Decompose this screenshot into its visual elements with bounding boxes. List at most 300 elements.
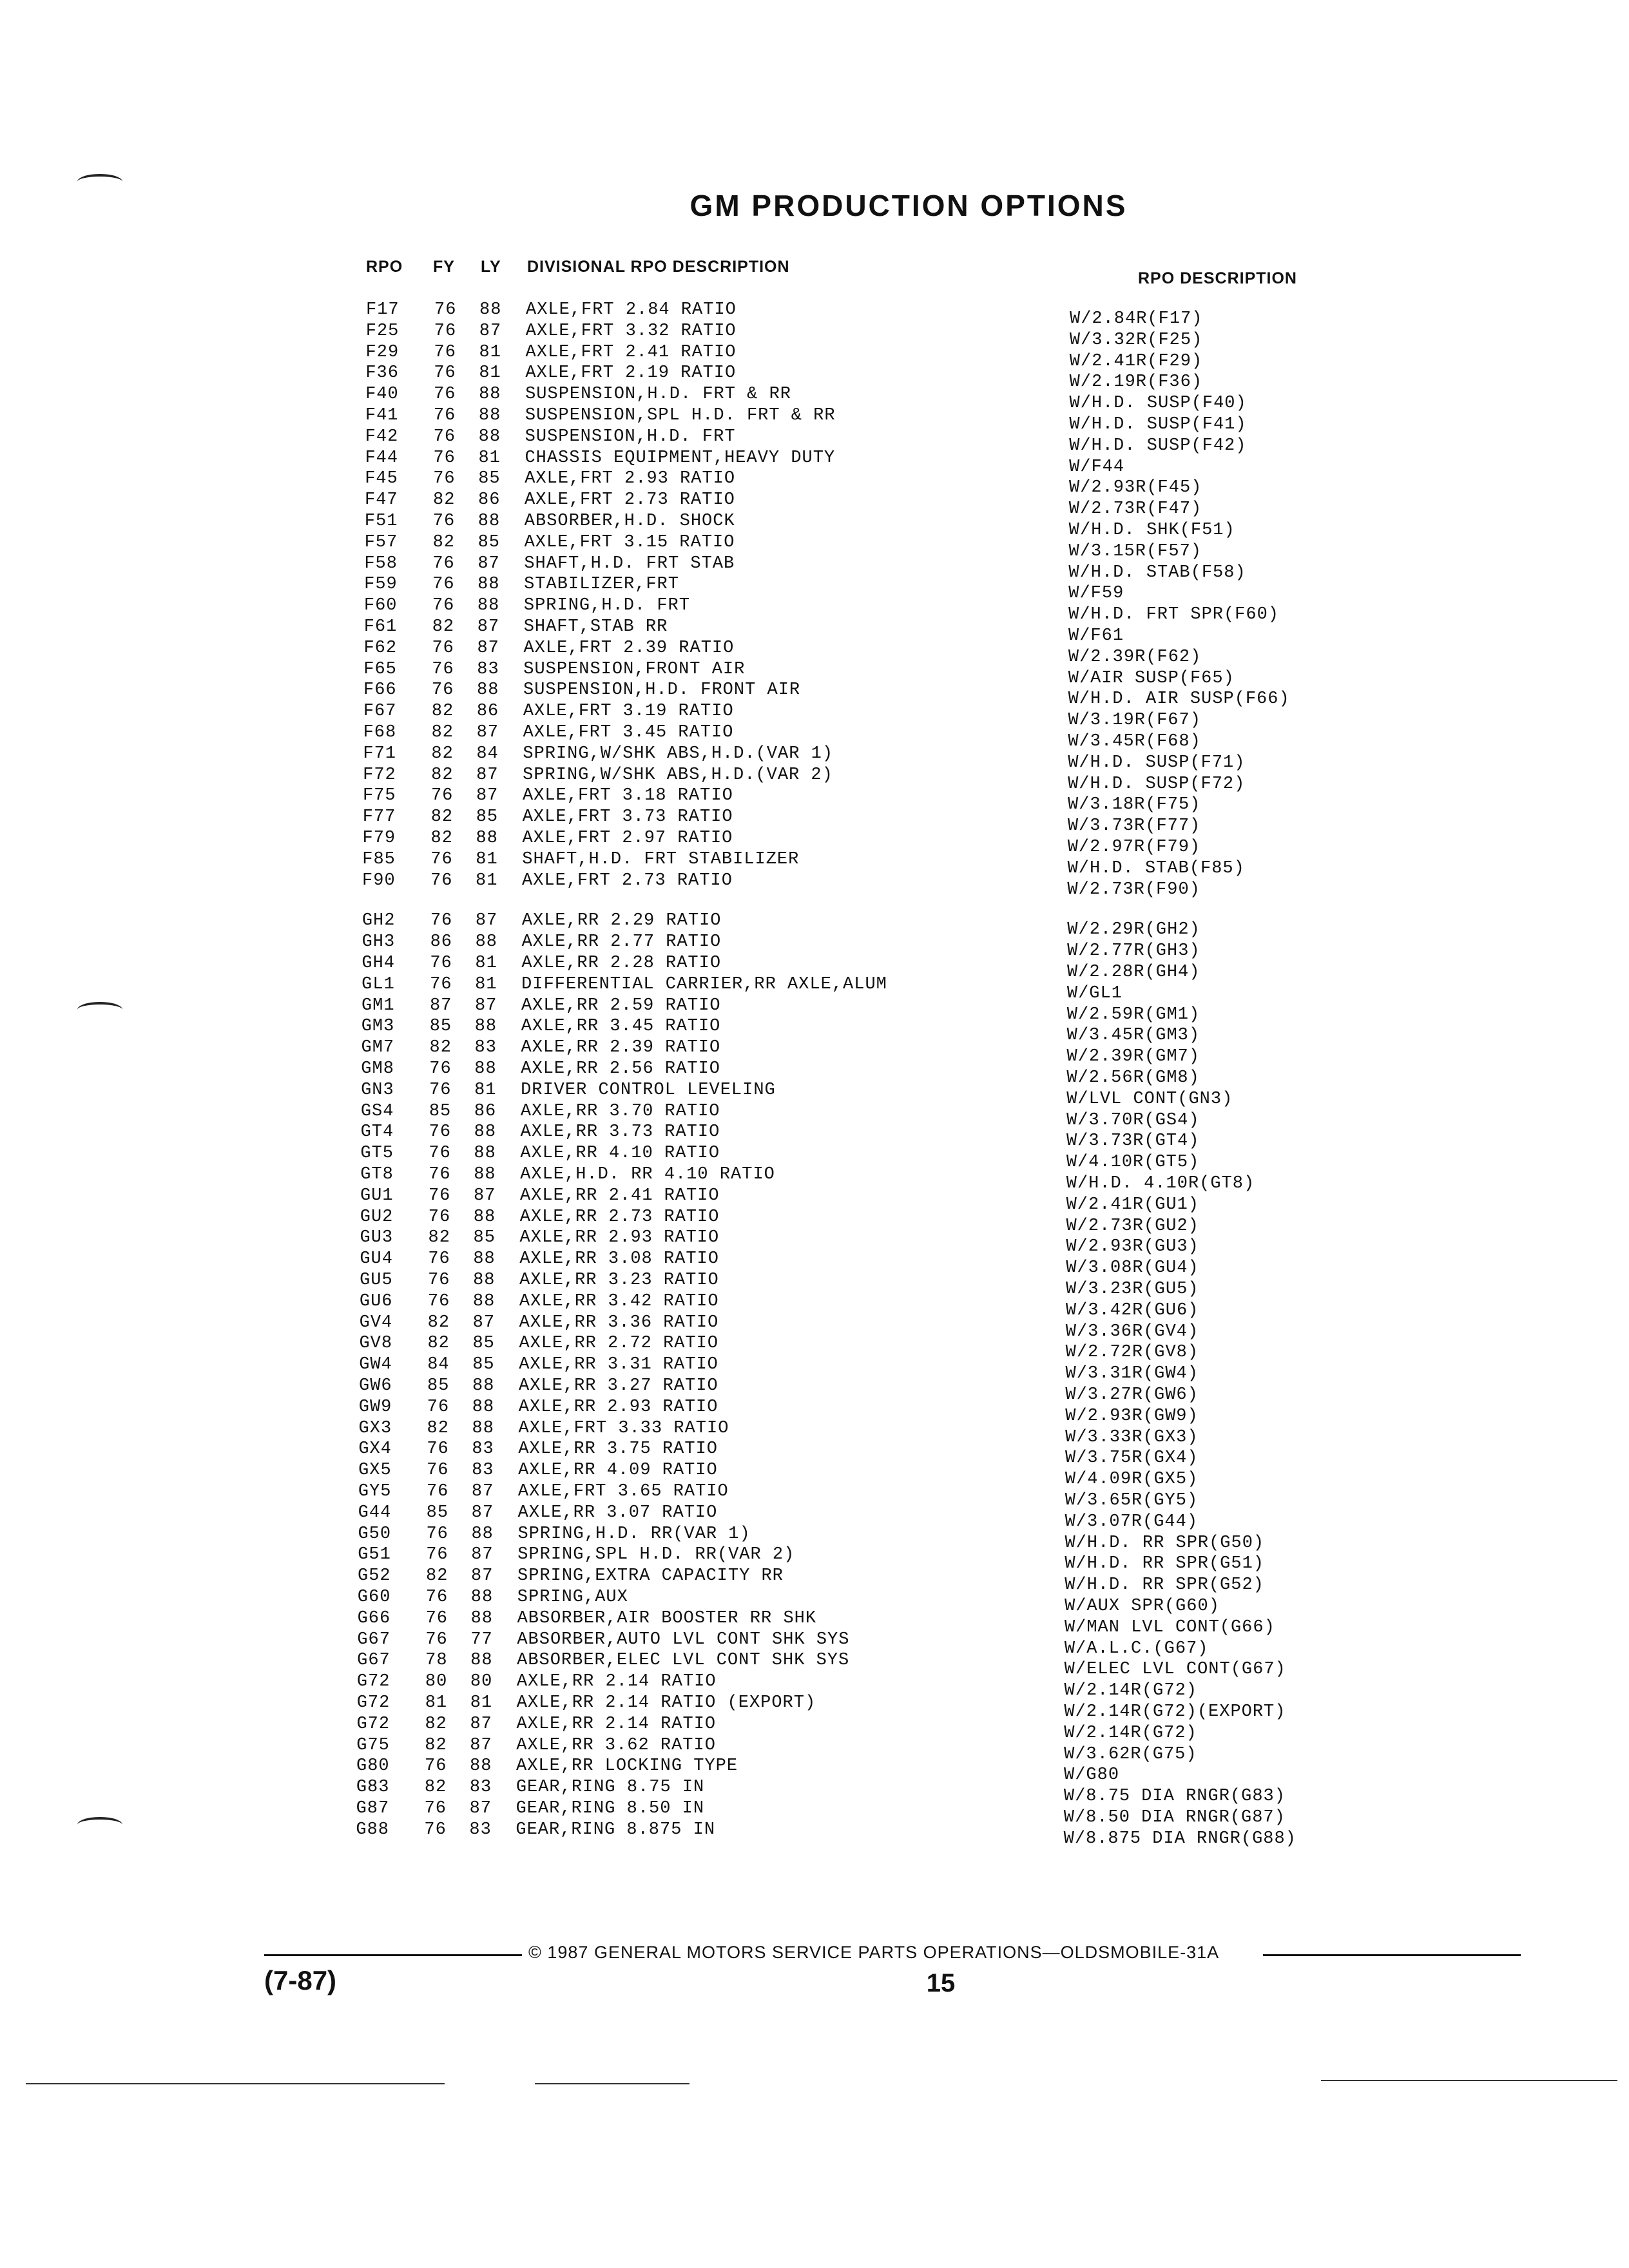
- rpo-code: GS4: [360, 1101, 394, 1121]
- first-year: 76: [428, 1207, 451, 1227]
- first-year: 76: [432, 680, 454, 700]
- rpo-description: W/3.32R(F25): [1069, 330, 1203, 350]
- table-row: [0, 1672, 1629, 1701]
- first-year: 76: [429, 1059, 452, 1079]
- rpo-description: W/H.D. 4.10R(GT8): [1066, 1174, 1255, 1193]
- table-row: [0, 1608, 1629, 1637]
- rpo-description: W/ELEC LVL CONT(G67): [1064, 1660, 1286, 1680]
- rpo-code: GW6: [359, 1376, 392, 1396]
- table-row: [0, 1122, 1629, 1151]
- rpo-description: W/MAN LVL CONT(G66): [1064, 1617, 1275, 1637]
- rpo-description: W/2.73R(F47): [1068, 499, 1202, 519]
- divisional-description: SUSPENSION,SPL H.D. FRT & RR: [525, 406, 836, 425]
- rpo-description: W/H.D. SUSP(F42): [1069, 436, 1247, 456]
- header-fy: FY: [433, 258, 455, 276]
- divisional-description: GEAR,RING 8.875 IN: [516, 1820, 716, 1840]
- first-year: 76: [428, 1249, 450, 1269]
- rpo-code: F71: [363, 744, 396, 764]
- divisional-description: AXLE,FRT 2.41 RATIO: [525, 342, 737, 362]
- rpo-description: W/3.31R(GW4): [1065, 1364, 1199, 1384]
- rpo-code: GX5: [358, 1461, 392, 1481]
- divisional-description: STABILIZER,FRT: [524, 575, 679, 595]
- last-year: 88: [472, 1291, 496, 1311]
- last-year: 88: [472, 1397, 495, 1417]
- first-year: 76: [434, 385, 456, 405]
- last-year: 81: [476, 870, 498, 890]
- table-row: [0, 932, 1629, 961]
- rpo-description: W/2.14R(G72): [1064, 1681, 1197, 1701]
- rpo-code: GU4: [360, 1249, 393, 1269]
- first-year: 82: [428, 1228, 450, 1248]
- rpo-code: F75: [362, 786, 396, 806]
- first-year: 76: [427, 1439, 449, 1459]
- first-year: 82: [430, 807, 454, 827]
- rpo-code: F65: [363, 659, 397, 679]
- divisional-description: AXLE,FRT 2.97 RATIO: [522, 829, 733, 848]
- last-year: 86: [474, 1101, 497, 1121]
- first-year: 85: [426, 1503, 449, 1523]
- table-row: [0, 680, 1629, 709]
- rpo-code: GH4: [361, 954, 395, 973]
- rpo-code: G52: [358, 1566, 391, 1586]
- rpo-description: W/2.19R(F36): [1069, 372, 1203, 392]
- last-year: 85: [477, 532, 500, 552]
- table-row: [0, 1461, 1629, 1490]
- rpo-code: F40: [365, 385, 399, 405]
- divisional-description: ABSORBER,AIR BOOSTER RR SHK: [517, 1608, 817, 1628]
- divisional-description: AXLE,FRT 2.19 RATIO: [525, 363, 737, 383]
- table-row: [0, 1017, 1629, 1046]
- first-year: 76: [432, 575, 455, 595]
- first-year: 76: [427, 1291, 450, 1311]
- rpo-description: W/2.14R(G72)(EXPORT): [1064, 1702, 1286, 1722]
- table-row: [0, 321, 1629, 350]
- last-year: 77: [470, 1629, 493, 1649]
- rpo-code: F79: [362, 829, 396, 848]
- last-year: 83: [474, 1038, 497, 1058]
- last-year: 87: [473, 1186, 496, 1206]
- rpo-code: G75: [356, 1735, 390, 1755]
- last-year: 85: [472, 1334, 495, 1354]
- first-year: 81: [425, 1693, 448, 1713]
- table-row: [0, 1059, 1629, 1088]
- rpo-description: W/3.07R(G44): [1065, 1512, 1199, 1532]
- table-row: [0, 1228, 1629, 1257]
- rpo-description: W/2.72R(GV8): [1065, 1343, 1199, 1363]
- rpo-description: W/8.75 DIA RNGR(G83): [1063, 1787, 1286, 1807]
- rpo-description: W/3.36R(GV4): [1065, 1321, 1199, 1341]
- last-year: 81: [479, 342, 501, 362]
- last-year: 88: [478, 406, 501, 425]
- table-row: [0, 1651, 1629, 1680]
- rpo-code: GU2: [360, 1207, 394, 1227]
- first-year: 84: [427, 1355, 450, 1375]
- last-year: 88: [479, 385, 501, 405]
- table-row: [0, 870, 1629, 899]
- rpo-code: G83: [356, 1778, 390, 1798]
- rpo-code: GV4: [359, 1312, 393, 1332]
- table-row: [0, 448, 1629, 477]
- last-year: 88: [474, 1122, 497, 1142]
- rpo-code: GM8: [361, 1059, 394, 1079]
- table-row: [0, 406, 1629, 434]
- footer-copyright: © 1987 GENERAL MOTORS SERVICE PARTS OPERATIONS—OLDSMOBILE-31A: [528, 1943, 1220, 1962]
- first-year: 82: [430, 829, 453, 848]
- divisional-description: AXLE,RR 3.75 RATIO: [518, 1439, 718, 1459]
- table-row: [0, 1271, 1629, 1299]
- rpo-description: W/H.D. RR SPR(G51): [1065, 1554, 1264, 1574]
- last-year: 88: [473, 1271, 496, 1290]
- first-year: 76: [430, 786, 454, 806]
- divisional-description: AXLE,RR 2.73 RATIO: [519, 1207, 720, 1227]
- divisional-description: SUSPENSION,H.D. FRONT AIR: [523, 680, 801, 700]
- rpo-code: GM3: [361, 1017, 395, 1037]
- divisional-description: DIFFERENTIAL CARRIER,RR AXLE,ALUM: [521, 974, 887, 994]
- first-year: 76: [430, 849, 453, 869]
- rpo-code: GM7: [361, 1038, 395, 1058]
- rpo-description: W/H.D. SUSP(F71): [1068, 753, 1246, 773]
- page-number: 15: [926, 1969, 956, 1997]
- rpo-description: W/A.L.C.(G67): [1064, 1639, 1209, 1658]
- rpo-code: G60: [357, 1588, 391, 1607]
- rpo-description: W/2.39R(GM7): [1066, 1047, 1200, 1067]
- rpo-code: F51: [364, 512, 398, 531]
- rpo-description: W/3.19R(F67): [1068, 711, 1201, 731]
- divisional-description: AXLE,RR 3.62 RATIO: [516, 1735, 716, 1755]
- table-row: [0, 1334, 1629, 1363]
- divisional-description: SUSPENSION,FRONT AIR: [523, 659, 746, 679]
- first-year: 76: [432, 659, 454, 679]
- last-year: 87: [476, 765, 499, 785]
- divisional-description: SPRING,SPL H.D. RR(VAR 2): [517, 1545, 795, 1565]
- rpo-code: GY5: [358, 1482, 392, 1501]
- first-year: 82: [431, 702, 454, 722]
- rpo-description: W/2.93R(GW9): [1065, 1406, 1199, 1426]
- table-row: [0, 911, 1629, 940]
- last-year: 81: [478, 448, 501, 468]
- table-row: [0, 1714, 1629, 1743]
- rpo-description: W/3.15R(F57): [1068, 541, 1202, 561]
- table-row: [0, 1524, 1629, 1553]
- divisional-description: AXLE,FRT 3.45 RATIO: [523, 723, 734, 742]
- header-ly: LY: [481, 258, 501, 276]
- rpo-code: F67: [363, 702, 397, 722]
- divisional-description: AXLE,RR 3.23 RATIO: [519, 1271, 719, 1290]
- first-year: 76: [430, 911, 453, 931]
- first-year: 76: [425, 1629, 448, 1649]
- first-year: 76: [434, 300, 457, 320]
- rpo-code: F62: [363, 638, 398, 658]
- last-year: 87: [471, 1503, 494, 1523]
- last-year: 85: [478, 469, 501, 489]
- rpo-description: W/3.42R(GU6): [1065, 1300, 1199, 1320]
- first-year: 82: [431, 744, 454, 764]
- last-year: 87: [476, 723, 499, 742]
- rpo-code: F61: [363, 617, 398, 637]
- table-row: [0, 1312, 1629, 1341]
- first-year: 76: [429, 1165, 451, 1184]
- divisional-description: SUSPENSION,H.D. FRT: [525, 427, 736, 447]
- rpo-code: F36: [365, 363, 399, 383]
- table-row: [0, 974, 1629, 1003]
- rpo-code: G72: [356, 1672, 390, 1692]
- table-row: [0, 1249, 1629, 1278]
- rpo-code: G51: [358, 1545, 391, 1565]
- divisional-description: SHAFT,H.D. FRT STAB: [524, 553, 735, 573]
- divisional-description: AXLE,RR 3.45 RATIO: [521, 1017, 721, 1037]
- last-year: 87: [470, 1714, 492, 1734]
- divisional-description: AXLE,RR 4.10 RATIO: [520, 1144, 720, 1164]
- divisional-description: AXLE,RR 2.14 RATIO: [516, 1714, 717, 1734]
- rpo-description: W/2.84R(F17): [1070, 309, 1203, 329]
- table-row: [0, 1186, 1629, 1215]
- rpo-description: W/3.08R(GU4): [1066, 1258, 1199, 1278]
- rpo-description: W/3.23R(GU5): [1066, 1280, 1199, 1299]
- first-year: 76: [424, 1820, 447, 1840]
- table-row: [0, 300, 1629, 329]
- divisional-description: AXLE,RR LOCKING TYPE: [516, 1756, 738, 1776]
- first-year: 76: [433, 448, 456, 468]
- divisional-description: AXLE,RR 4.09 RATIO: [518, 1461, 718, 1481]
- first-year: 76: [430, 974, 452, 994]
- rpo-code: GW9: [358, 1397, 392, 1417]
- table-row: [0, 385, 1629, 414]
- last-year: 87: [474, 995, 497, 1015]
- table-row: [0, 427, 1629, 456]
- first-year: 76: [428, 1186, 451, 1206]
- divisional-description: SUSPENSION,H.D. FRT & RR: [525, 385, 791, 405]
- divisional-description: AXLE,RR 2.56 RATIO: [521, 1059, 720, 1079]
- rpo-description: W/2.41R(GU1): [1066, 1195, 1200, 1215]
- last-year: 87: [477, 617, 500, 637]
- divisional-description: AXLE,RR 3.36 RATIO: [519, 1312, 719, 1332]
- last-year: 85: [473, 1228, 496, 1248]
- last-year: 87: [471, 1545, 494, 1565]
- divisional-description: AXLE,RR 2.72 RATIO: [519, 1334, 719, 1354]
- rpo-description: W/F44: [1069, 457, 1125, 477]
- last-year: 88: [477, 512, 501, 531]
- scan-rule: [1321, 2080, 1617, 2081]
- last-year: 88: [472, 1418, 494, 1438]
- first-year: 80: [425, 1672, 448, 1692]
- table-row: [0, 1778, 1629, 1807]
- rpo-code: GV8: [359, 1334, 393, 1354]
- last-year: 85: [472, 1355, 495, 1375]
- last-year: 81: [474, 1080, 497, 1100]
- first-year: 76: [426, 1524, 448, 1544]
- last-year: 87: [471, 1566, 494, 1586]
- first-year: 82: [425, 1735, 447, 1755]
- divisional-description: SPRING,H.D. FRT: [523, 596, 690, 616]
- first-year: 76: [434, 342, 456, 362]
- rpo-code: GT4: [360, 1122, 394, 1142]
- divisional-description: AXLE,FRT 3.33 RATIO: [518, 1418, 729, 1438]
- rpo-description: W/H.D. SUSP(F41): [1069, 415, 1247, 434]
- last-year: 86: [476, 702, 499, 722]
- rpo-code: GW4: [359, 1355, 392, 1375]
- last-year: 88: [474, 1059, 497, 1079]
- first-year: 76: [426, 1482, 449, 1501]
- rpo-code: G72: [356, 1693, 390, 1713]
- rpo-code: GX3: [358, 1418, 392, 1438]
- table-row: [0, 1355, 1629, 1384]
- rpo-description: W/3.73R(F77): [1067, 816, 1201, 836]
- last-year: 88: [478, 427, 501, 447]
- last-year: 88: [473, 1249, 496, 1269]
- divisional-description: AXLE,RR 3.07 RATIO: [517, 1503, 718, 1523]
- divisional-description: AXLE,RR 2.39 RATIO: [521, 1038, 721, 1058]
- rpo-code: GH3: [361, 932, 396, 952]
- last-year: 87: [471, 1482, 494, 1501]
- rpo-code: F44: [365, 448, 399, 468]
- divisional-description: AXLE,FRT 3.73 RATIO: [522, 807, 733, 827]
- divisional-description: SHAFT,H.D. FRT STABILIZER: [522, 849, 800, 869]
- rpo-code: F72: [363, 765, 396, 785]
- table-row: [0, 1629, 1629, 1658]
- rpo-description: W/H.D. SUSP(F40): [1069, 394, 1247, 414]
- last-year: 88: [474, 1144, 496, 1164]
- table-row: [0, 659, 1629, 688]
- table-row: [0, 1397, 1629, 1426]
- rpo-description: W/H.D. AIR SUSP(F66): [1068, 689, 1290, 709]
- rpo-code: GT5: [360, 1144, 394, 1164]
- first-year: 82: [425, 1714, 447, 1734]
- rpo-description: W/F59: [1068, 584, 1124, 604]
- rpo-code: F59: [364, 575, 398, 595]
- first-year: 85: [427, 1376, 450, 1396]
- rpo-code: F58: [364, 553, 398, 573]
- divisional-description: AXLE,RR 3.42 RATIO: [519, 1291, 719, 1311]
- rpo-code: GU6: [359, 1291, 393, 1311]
- divisional-description: AXLE,RR 2.14 RATIO: [516, 1672, 717, 1692]
- last-year: 86: [478, 490, 501, 510]
- divisional-description: AXLE,RR 3.27 RATIO: [519, 1376, 718, 1396]
- divisional-description: AXLE,FRT 3.18 RATIO: [522, 786, 733, 806]
- first-year: 76: [433, 469, 456, 489]
- divisional-description: AXLE,FRT 3.65 RATIO: [517, 1482, 729, 1501]
- last-year: 88: [477, 575, 500, 595]
- table-row: [0, 596, 1629, 625]
- table-row: [0, 1693, 1629, 1722]
- table-row: [0, 638, 1629, 667]
- rpo-description: W/AUX SPR(G60): [1065, 1597, 1220, 1616]
- header-rpo: RPO: [366, 258, 403, 276]
- first-year: 82: [432, 532, 455, 552]
- rpo-code: GM1: [361, 995, 395, 1015]
- table-row: [0, 786, 1629, 815]
- divisional-description: AXLE,FRT 2.93 RATIO: [525, 469, 736, 489]
- divisional-description: SHAFT,STAB RR: [523, 617, 668, 637]
- divisional-description: AXLE,RR 3.70 RATIO: [520, 1101, 720, 1121]
- rpo-description: W/2.41R(F29): [1069, 351, 1203, 371]
- divisional-description: SPRING,AUX: [517, 1588, 628, 1607]
- table-row: [0, 553, 1629, 582]
- last-year: 87: [475, 911, 498, 931]
- last-year: 88: [475, 932, 498, 952]
- divisional-description: AXLE,RR 3.08 RATIO: [519, 1249, 719, 1269]
- divisional-description: SPRING,W/SHK ABS,H.D.(VAR 1): [523, 744, 834, 764]
- rpo-code: G88: [356, 1820, 389, 1840]
- rpo-code: GU3: [360, 1228, 394, 1248]
- table-row: [0, 512, 1629, 540]
- rpo-code: GT8: [360, 1165, 394, 1184]
- last-year: 87: [476, 786, 499, 806]
- last-year: 88: [472, 1376, 495, 1396]
- table-row: [0, 744, 1629, 773]
- table-row: [0, 1545, 1629, 1574]
- rpo-description: W/3.62R(G75): [1064, 1744, 1197, 1764]
- rpo-description: W/2.28R(GH4): [1067, 963, 1200, 982]
- last-year: 87: [469, 1799, 492, 1818]
- scan-rule: [26, 2083, 445, 2084]
- first-year: 82: [424, 1778, 447, 1798]
- table-row: [0, 1165, 1629, 1193]
- rpo-description: W/AIR SUSP(F65): [1068, 668, 1235, 688]
- divisional-description: ABSORBER,H.D. SHOCK: [524, 512, 735, 531]
- divisional-description: AXLE,RR 2.59 RATIO: [521, 995, 721, 1015]
- first-year: 82: [427, 1312, 450, 1332]
- rpo-description: W/H.D. RR SPR(G52): [1065, 1575, 1264, 1595]
- divisional-description: AXLE,RR 2.93 RATIO: [518, 1397, 718, 1417]
- divisional-description: SPRING,EXTRA CAPACITY RR: [517, 1566, 784, 1586]
- divisional-description: CHASSIS EQUIPMENT,HEAVY DUTY: [525, 448, 836, 468]
- first-year: 82: [427, 1418, 449, 1438]
- first-year: 82: [433, 490, 456, 510]
- last-year: 81: [470, 1693, 493, 1713]
- table-row: [0, 1439, 1629, 1468]
- divisional-description: SPRING,W/SHK ABS,H.D.(VAR 2): [523, 765, 833, 785]
- first-year: 87: [429, 995, 452, 1015]
- last-year: 88: [477, 596, 500, 616]
- last-year: 87: [470, 1735, 492, 1755]
- first-year: 76: [429, 1144, 451, 1164]
- rpo-description: W/H.D. SHK(F51): [1068, 521, 1235, 540]
- first-year: 76: [434, 363, 456, 383]
- page-title: GM PRODUCTION OPTIONS: [689, 189, 1128, 222]
- rpo-code: G72: [356, 1714, 390, 1734]
- rpo-description: W/H.D. FRT SPR(F60): [1068, 605, 1279, 625]
- first-year: 76: [433, 427, 456, 447]
- first-year: 76: [425, 1608, 448, 1628]
- divisional-description: AXLE,RR 2.14 RATIO (EXPORT): [516, 1693, 816, 1713]
- first-year: 82: [431, 723, 454, 742]
- last-year: 83: [469, 1778, 492, 1798]
- rpo-code: F77: [362, 807, 396, 827]
- last-year: 88: [473, 1207, 496, 1227]
- rpo-description: W/3.18R(F75): [1067, 795, 1201, 815]
- divisional-description: SPRING,H.D. RR(VAR 1): [517, 1524, 751, 1544]
- divisional-description: AXLE,RR 3.73 RATIO: [520, 1122, 720, 1142]
- rpo-code: F17: [366, 300, 400, 320]
- table-row: [0, 1820, 1629, 1849]
- divisional-description: GEAR,RING 8.50 IN: [516, 1799, 705, 1818]
- table-row: [0, 1756, 1629, 1785]
- rpo-code: GL1: [361, 974, 395, 994]
- rpo-code: G80: [356, 1756, 390, 1776]
- table-row: [0, 1038, 1629, 1067]
- first-year: 76: [432, 596, 455, 616]
- rpo-code: G66: [357, 1608, 391, 1628]
- rpo-code: F45: [365, 469, 398, 489]
- rpo-description: W/2.29R(GH2): [1067, 920, 1200, 940]
- last-year: 88: [470, 1651, 493, 1671]
- table-row: [0, 995, 1629, 1024]
- first-year: 86: [430, 932, 453, 952]
- footer-rule-right: [1263, 1954, 1521, 1956]
- first-year: 76: [424, 1799, 447, 1818]
- last-year: 88: [474, 1017, 497, 1037]
- last-year: 83: [477, 659, 499, 679]
